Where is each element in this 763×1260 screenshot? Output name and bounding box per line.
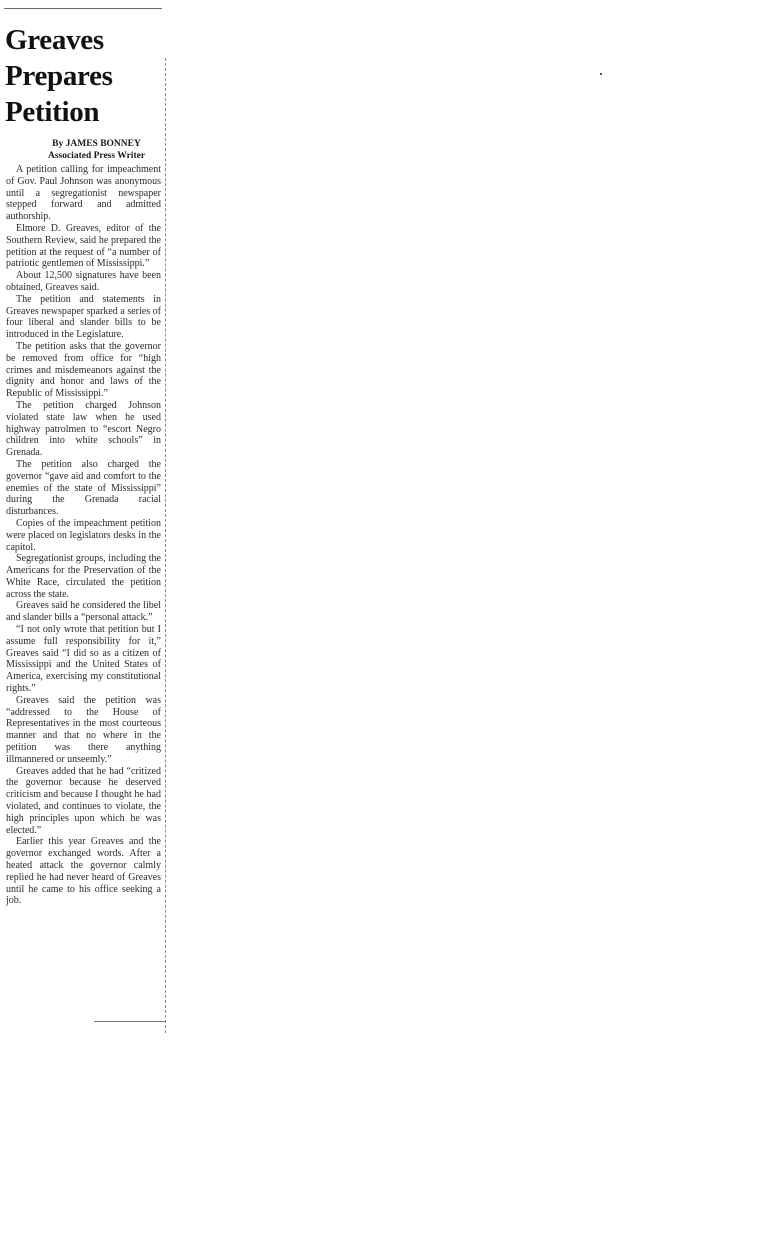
paragraph: The petition charged Johnson violated state law when he used highway patrolmen to “escort Negro children into white schools” in Grenada. [6,399,161,459]
paragraph: Segregationist groups, including the Americans for the Preservation of the White Race, circulated the petition across the state. [6,553,161,600]
paragraph: Greaves said the petition was “addressed to the House of Representatives in the most courteous manner and that no where in the petition was there anything illmannered or unseemly.” [6,694,161,765]
newspaper-clipping [4,8,162,1030]
paragraph: The petition also charged the governor “gave aid and comfort to the enemies of the state of Mississippi” during the Grenada racial disturbances. [6,458,161,518]
headline-line: Petition [5,96,100,128]
headline [5,22,161,130]
paragraph: Earlier this year Greaves and the governor exchanged words. After a heated attack the governor calmly replied he had never heard of Greaves until he came to his office seeking a job. [6,836,161,907]
byline-author: By JAMES BONNEY [52,139,141,149]
scan-speck [600,73,602,75]
byline-title: Associated Press Writer [47,151,146,161]
paragraph: “I not only wrote that petition but I assume full responsibility for it,” Greaves said “I did so as a citizen of Mississippi and the United States of America, exercising my constitutional rights.” [6,624,161,695]
headline-line: Greaves [5,24,104,56]
paragraph: Greaves said he considered the libel and slander bills a “personal attack.” [6,600,161,624]
paragraph: A petition calling for impeachment of Gov. Paul Johnson was anonymous until a segregationist newspaper stepped forward and admitted authorship. [6,164,161,223]
paragraph: The petition and statements in Greaves newspaper sparked a series of four liberal and slander bills to be introduced in the Legislature. [6,293,161,341]
headline-line: Prepares [5,60,113,92]
paragraph: Elmore D. Greaves, editor of the Southern Review, said he prepared the petition at the request of “a number of patriotic gentlemen of Mississippi.” [6,222,161,270]
paragraph: About 12,500 signatures have been obtained, Greaves said. [6,270,161,293]
end-rule [94,1021,166,1022]
column-rule [165,58,166,1033]
paragraph: Greaves added that he had “critized the governor because he deserved criticism and because I thought he had violated, and continues to violate, the high principles upon which he was elected.” [6,765,161,836]
byline [34,138,159,162]
paragraph: Copies of the impeachment petition were placed on legislators desks in the capitol. [6,517,161,553]
paragraph: The petition asks that the governor be removed from office for “high crimes and misdemeanors against the dignity and honor and laws of the Republic of Mississippi.” [6,340,161,400]
top-rule [4,8,162,9]
article-body [6,164,161,907]
